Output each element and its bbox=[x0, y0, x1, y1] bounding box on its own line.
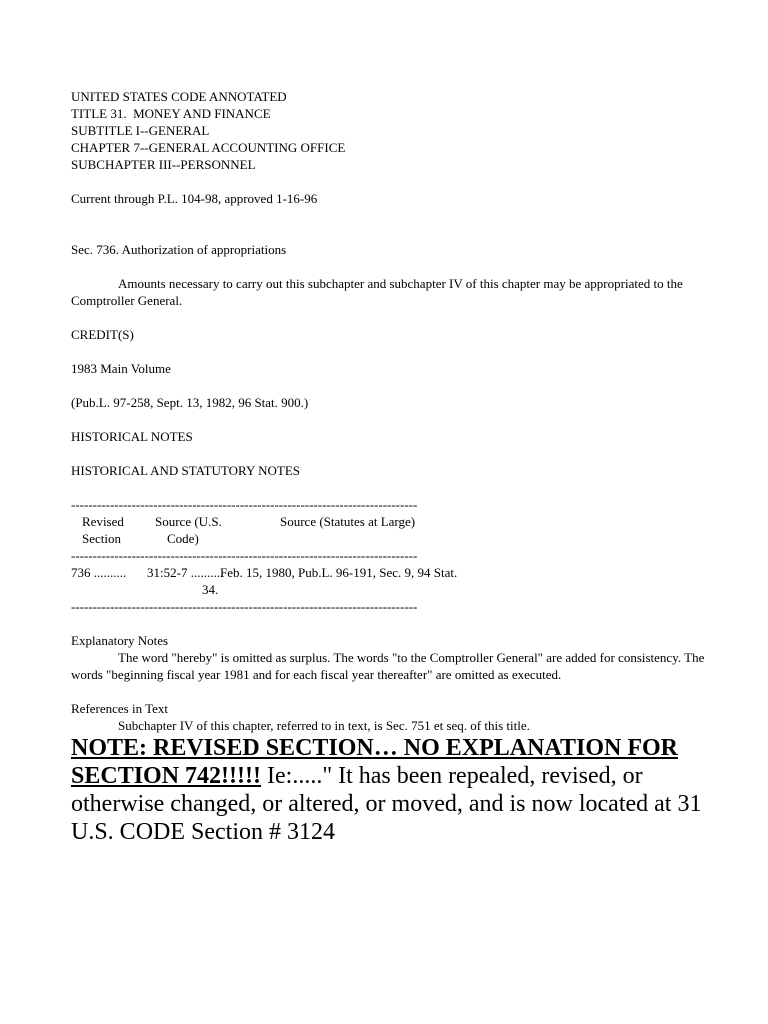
document-page bbox=[71, 88, 721, 846]
explanatory-notes-body: The word "hereby" is omitted as surplus. The words "to the Comptroller General" are added for consistency. The words "beginning fiscal year 1981 and for each fiscal year thereafter" are omitted as executed. bbox=[71, 650, 705, 682]
references-body: Subchapter IV of this chapter, referred to in text, is Sec. 751 et seq. of this title. bbox=[118, 718, 530, 733]
header-code-name: UNITED STATES CODE ANNOTATED bbox=[71, 89, 287, 104]
header-code: Code) bbox=[167, 531, 199, 546]
credits-heading: CREDIT(S) bbox=[71, 327, 134, 342]
table-rule-bottom: -------------------------------------------------------------------------------- bbox=[71, 599, 418, 614]
revision-note-emphasis: NOTE: REVISED SECTION… NO EXPLANATION FOR SECTION 742!!!!! bbox=[71, 735, 678, 789]
header-subchapter: SUBCHAPTER III--PERSONNEL bbox=[71, 157, 256, 172]
section-body: Amounts necessary to carry out this subchapter and subchapter IV of this chapter may be appropriated to the Comptroller General. bbox=[71, 276, 683, 308]
revision-note-text: Ie:....." It has been repealed, revised, or otherwise changed, or altered, or moved, and is now located at 31 U.S. CODE Section # 3124 bbox=[71, 763, 702, 845]
main-volume: 1983 Main Volume bbox=[71, 361, 171, 376]
header-section: Section bbox=[82, 531, 121, 546]
derivation-table bbox=[71, 496, 721, 615]
table-row bbox=[71, 564, 721, 581]
row-statutes-continued: 34. bbox=[202, 582, 219, 597]
table-header-row-2 bbox=[71, 530, 721, 547]
row-statutes: Feb. 15, 1980, Pub.L. 96-191, Sec. 9, 94 Stat. bbox=[220, 565, 458, 580]
revision-note bbox=[71, 734, 721, 846]
table-header-row-1 bbox=[71, 513, 721, 530]
header-revised: Revised bbox=[82, 514, 124, 529]
historical-notes-heading: HISTORICAL NOTES bbox=[71, 429, 193, 444]
public-law-citation: (Pub.L. 97-258, Sept. 13, 1982, 96 Stat. 900.) bbox=[71, 395, 309, 410]
currency-note: Current through P.L. 104-98, approved 1-16-96 bbox=[71, 191, 318, 206]
row-section: 736 .......... bbox=[71, 565, 127, 580]
header-chapter: CHAPTER 7--GENERAL ACCOUNTING OFFICE bbox=[71, 140, 346, 155]
table-rule-top: -------------------------------------------------------------------------------- bbox=[71, 497, 418, 512]
section-title: Sec. 736. Authorization of appropriations bbox=[71, 242, 287, 257]
row-usc: 31:52-7 .......... bbox=[147, 565, 224, 580]
header-subtitle: SUBTITLE I--GENERAL bbox=[71, 123, 210, 138]
header-source-statutes: Source (Statutes at Large) bbox=[280, 514, 416, 529]
references-heading: References in Text bbox=[71, 701, 169, 716]
historical-statutory-heading: HISTORICAL AND STATUTORY NOTES bbox=[71, 463, 301, 478]
header-title: TITLE 31. MONEY AND FINANCE bbox=[71, 106, 271, 121]
table-rule-middle: -------------------------------------------------------------------------------- bbox=[71, 548, 418, 563]
header-source-usc: Source (U.S. bbox=[155, 514, 222, 529]
explanatory-notes-heading: Explanatory Notes bbox=[71, 633, 169, 648]
table-row-continued bbox=[71, 581, 721, 598]
